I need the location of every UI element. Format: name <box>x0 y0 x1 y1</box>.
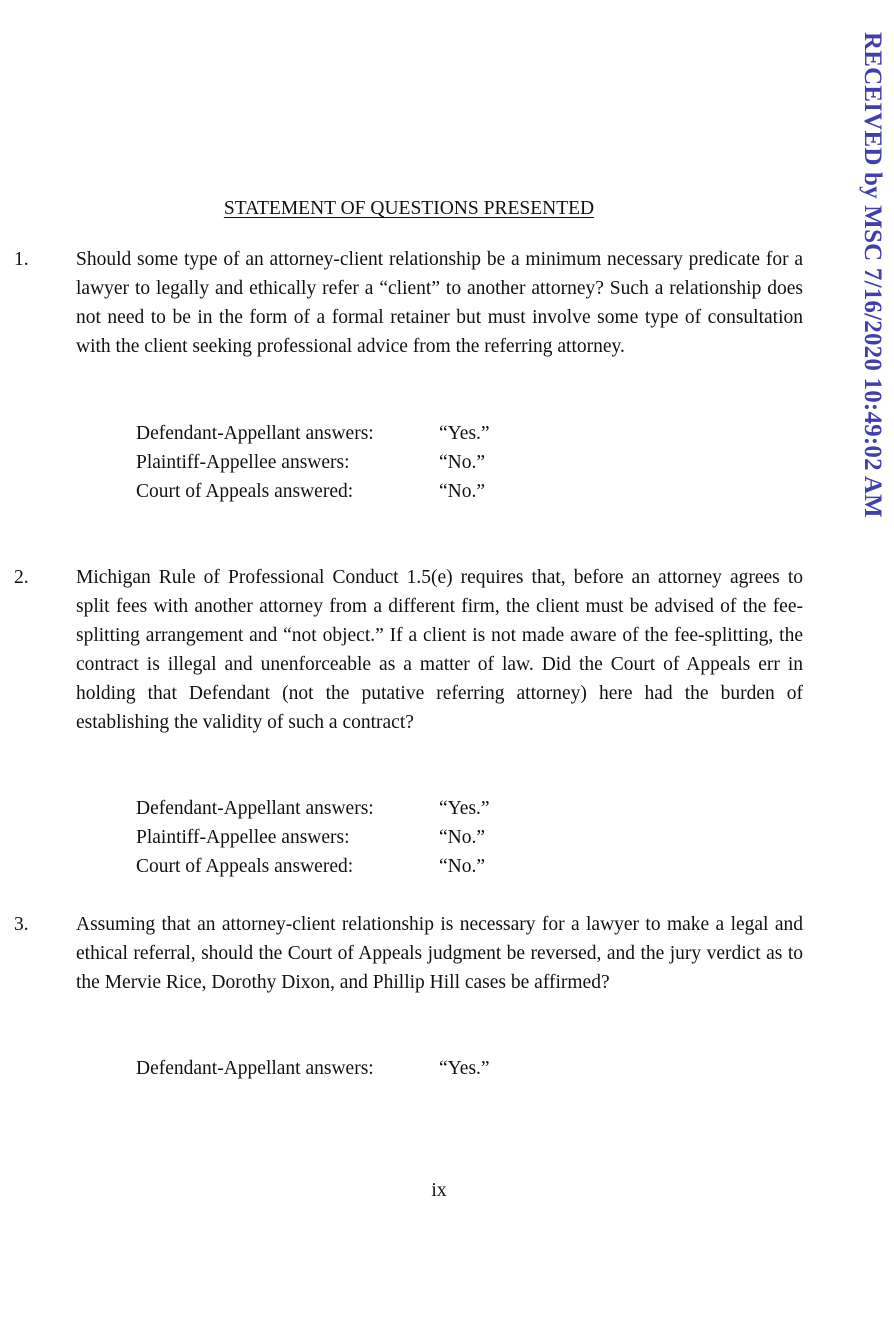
answer-party: Plaintiff-Appellee answers: <box>136 452 350 473</box>
answer-party: Defendant-Appellant answers: <box>136 1058 374 1079</box>
answer-row <box>136 823 556 852</box>
answer-row <box>136 1054 556 1083</box>
answer-row <box>136 448 556 477</box>
page-number: ix <box>431 1180 447 1201</box>
answer-row <box>136 419 556 448</box>
answer-value: “Yes.” <box>439 1058 490 1079</box>
answer-party: Court of Appeals answered: <box>136 481 354 502</box>
answer-row <box>136 477 556 506</box>
answer-party: Court of Appeals answered: <box>136 856 354 877</box>
question-2-text: Michigan Rule of Professional Conduct 1.5(e) requires that, before an attorney agrees to split fees with another attorney from a different firm, the client must be advised of the fee-splitting arrangement and “not object.” If a client is not made aware of the fee-splitting, the contract is illegal and unenforceable as a matter of law. Did the Court of Appeals err in holding that Defendant (not the putative referring attorney) here had the burden of establishing the validity of such a contract? <box>76 567 803 733</box>
question-2-answers <box>136 794 556 881</box>
question-3-answers <box>136 1054 556 1083</box>
answer-party: Defendant-Appellant answers: <box>136 798 374 819</box>
received-stamp: RECEIVED by MSC 7/16/2020 10:49:02 AM <box>859 32 886 518</box>
answer-value: “No.” <box>439 856 486 877</box>
answer-row <box>136 794 556 823</box>
question-3-number: 3. <box>14 914 29 935</box>
question-1-answers <box>136 419 556 506</box>
answer-party: Defendant-Appellant answers: <box>136 423 374 444</box>
question-1-text: Should some type of an attorney-client relationship be a minimum necessary predicate for a lawyer to legally and ethically refer a “client” to another attorney? Such a relationship does not need to be in the form of a formal retainer but must involve some type of consultation with the client seeking professional advice from the referring attorney. <box>76 249 803 357</box>
question-2-number: 2. <box>14 567 29 588</box>
answer-value: “Yes.” <box>439 423 490 444</box>
answer-value: “No.” <box>439 452 486 473</box>
question-1-number: 1. <box>14 249 29 270</box>
answer-party: Plaintiff-Appellee answers: <box>136 827 350 848</box>
answer-value: “No.” <box>439 827 486 848</box>
answer-value: “No.” <box>439 481 486 502</box>
section-heading: STATEMENT OF QUESTIONS PRESENTED <box>223 198 595 219</box>
answer-row <box>136 852 556 881</box>
answer-value: “Yes.” <box>439 798 490 819</box>
question-3-text: Assuming that an attorney-client relationship is necessary for a lawyer to make a legal and ethical referral, should the Court of Appeals judgment be reversed, and the jury verdict as to the Mervie Rice, Dorothy Dixon, and Phillip Hill cases be affirmed? <box>76 914 803 993</box>
